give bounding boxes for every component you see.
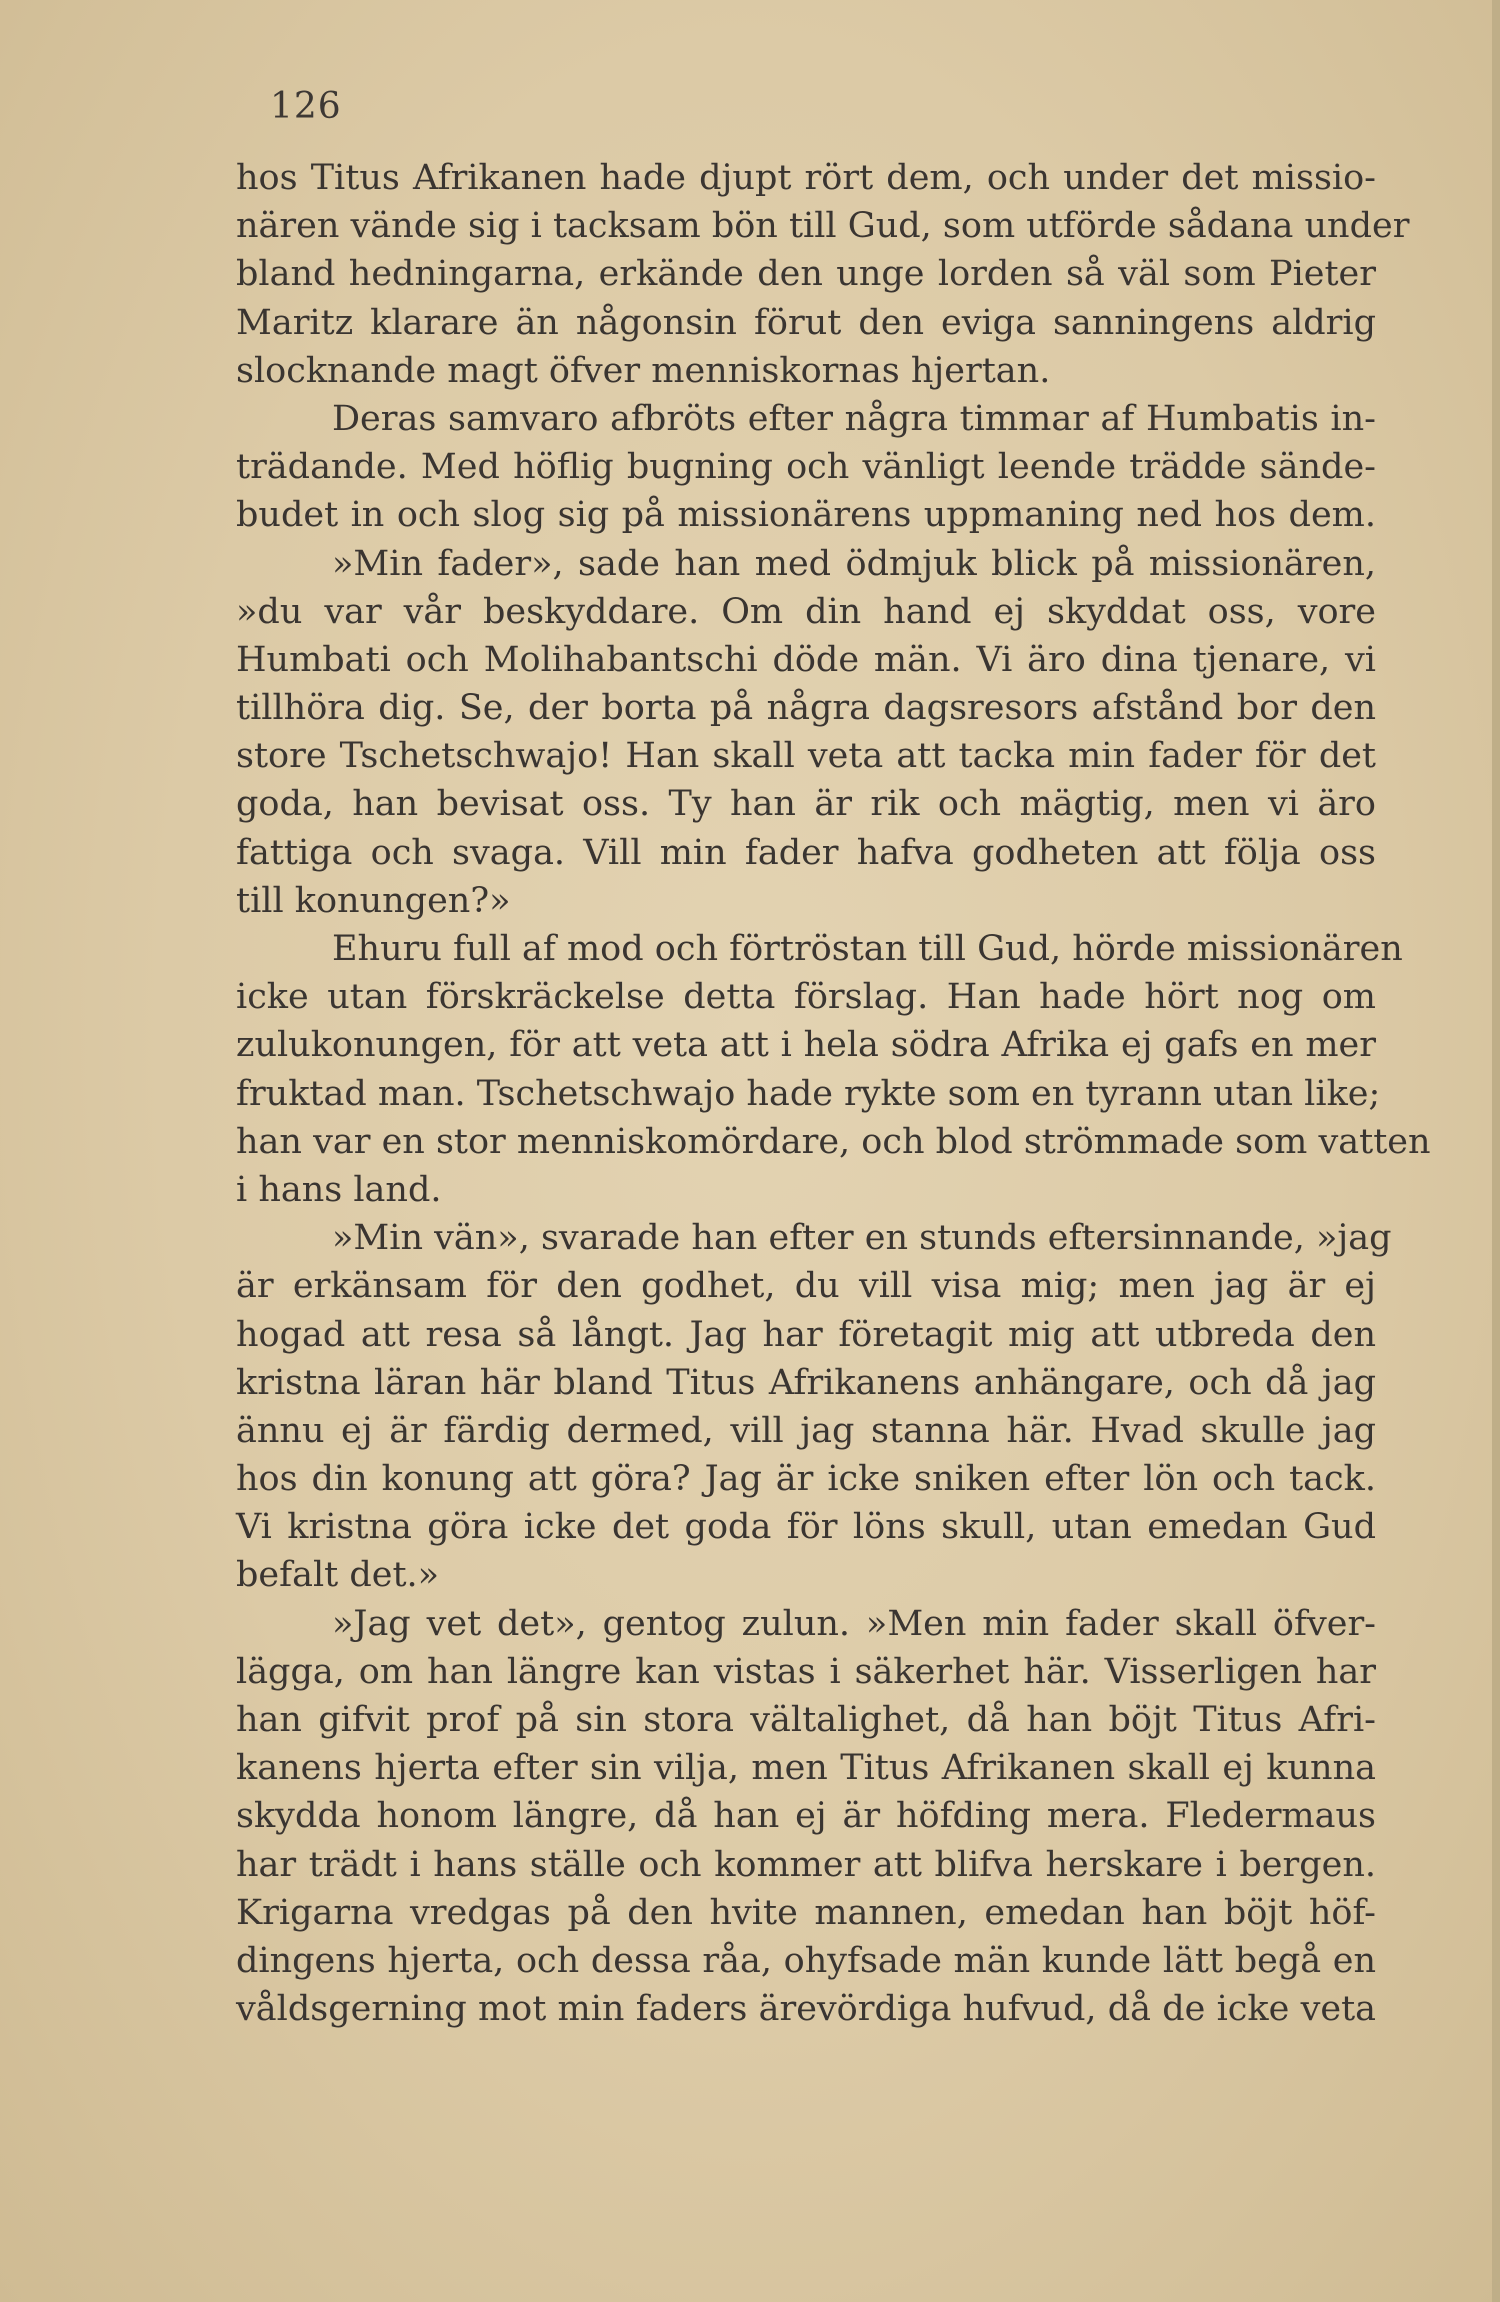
page-edge-shadow bbox=[1492, 0, 1500, 2302]
text-line: hos Titus Afrikanen hade djupt rört dem, och under det missio- bbox=[236, 158, 1376, 198]
text-line: har trädt i hans ställe och kommer att blifva herskare i bergen. bbox=[236, 1844, 1376, 1885]
text-line: »du var vår beskyddare. Om din hand ej skyddat oss, vore bbox=[236, 591, 1376, 632]
body-text bbox=[236, 154, 1431, 2033]
text-line: Ehuru full af mod och förtröstan till Gud, hörde missionären bbox=[332, 929, 1403, 969]
text-line: hogad att resa så långt. Jag har företagit mig att utbreda den bbox=[236, 1314, 1376, 1355]
text-line: Deras samvaro afbröts efter några timmar af Humbatis in- bbox=[332, 398, 1376, 439]
text-line: i hans land. bbox=[236, 1169, 442, 1210]
text-line: skydda honom längre, då han ej är höfding mera. Fledermaus bbox=[236, 1796, 1376, 1837]
text-line: slocknande magt öfver menniskornas hjertan. bbox=[236, 350, 1051, 391]
text-line: befalt det.» bbox=[236, 1555, 440, 1596]
text-line: hos din konung att göra? Jag är icke sniken efter lön och tack. bbox=[236, 1459, 1376, 1500]
text-line: fattiga och svaga. Vill min fader hafva godheten att följa oss bbox=[236, 832, 1376, 873]
text-line: är erkänsam för den godhet, du vill visa mig; men jag är ej bbox=[236, 1266, 1376, 1307]
text-line: fruktad man. Tschetschwajo hade rykte som en tyrann utan like; bbox=[236, 1073, 1381, 1114]
text-line: bland hedningarna, erkände den unge lorden så väl som Pieter bbox=[236, 254, 1376, 295]
text-line: icke utan förskräckelse detta förslag. Han hade hört nog om bbox=[236, 977, 1376, 1018]
text-line: nären vände sig i tacksam bön till Gud, som utförde sådana under bbox=[236, 206, 1410, 247]
text-line: ännu ej är färdig dermed, vill jag stanna här. Hvad skulle jag bbox=[236, 1410, 1376, 1451]
text-line: Krigarna vredgas på den hvite mannen, emedan han böjt höf- bbox=[236, 1892, 1376, 1933]
text-line: Vi kristna göra icke det goda för löns skull, utan emedan Gud bbox=[236, 1507, 1376, 1548]
text-line: »Min fader», sade han med ödmjuk blick på missionären, bbox=[332, 543, 1376, 584]
text-line: han gifvit prof på sin stora vältalighet, då han böjt Titus Afri- bbox=[236, 1700, 1376, 1740]
text-line: lägga, om han längre kan vistas i säkerhet här. Visserligen har bbox=[236, 1651, 1376, 1692]
text-line: han var en stor menniskomördare, och blod strömmade som vatten bbox=[236, 1121, 1431, 1162]
text-line: store Tschetschwajo! Han skall veta att tacka min fader för det bbox=[236, 736, 1376, 777]
text-line: Maritz klarare än någonsin förut den eviga sanningens aldrig bbox=[236, 302, 1376, 343]
text-line: dingens hjerta, och dessa råa, ohyfsade män kunde lätt begå en bbox=[236, 1940, 1376, 1981]
text-line: kanens hjerta efter sin vilja, men Titus Afrikanen skall ej kunna bbox=[236, 1748, 1376, 1789]
text-line: trädande. Med höflig bugning och vänligt leende trädde sände- bbox=[236, 447, 1376, 488]
text-line: våldsgerning mot min faders ärevördiga hufvud, då de icke veta bbox=[236, 1989, 1376, 2030]
text-line: »Jag vet det», gentog zulun. »Men min fader skall öfver- bbox=[332, 1603, 1376, 1644]
text-line: tillhöra dig. Se, der borta på några dagsresors afstånd bor den bbox=[236, 688, 1376, 729]
text-line: goda, han bevisat oss. Ty han är rik och mägtig, men vi äro bbox=[236, 784, 1376, 825]
text-line: budet in och slog sig på missionärens uppmaning ned hos dem. bbox=[236, 495, 1376, 536]
page-number: 126 bbox=[270, 86, 342, 127]
text-line: »Min vän», svarade han efter en stunds eftersinnande, »jag bbox=[332, 1218, 1392, 1259]
text-line: zulukonungen, för att veta att i hela södra Afrika ej gafs en mer bbox=[236, 1025, 1376, 1066]
text-line: kristna läran här bland Titus Afrikanens anhängare, och då jag bbox=[236, 1362, 1376, 1403]
text-line: till konungen?» bbox=[236, 880, 511, 921]
text-line: Humbati och Molihabantschi döde män. Vi äro dina tjenare, vi bbox=[236, 639, 1376, 680]
